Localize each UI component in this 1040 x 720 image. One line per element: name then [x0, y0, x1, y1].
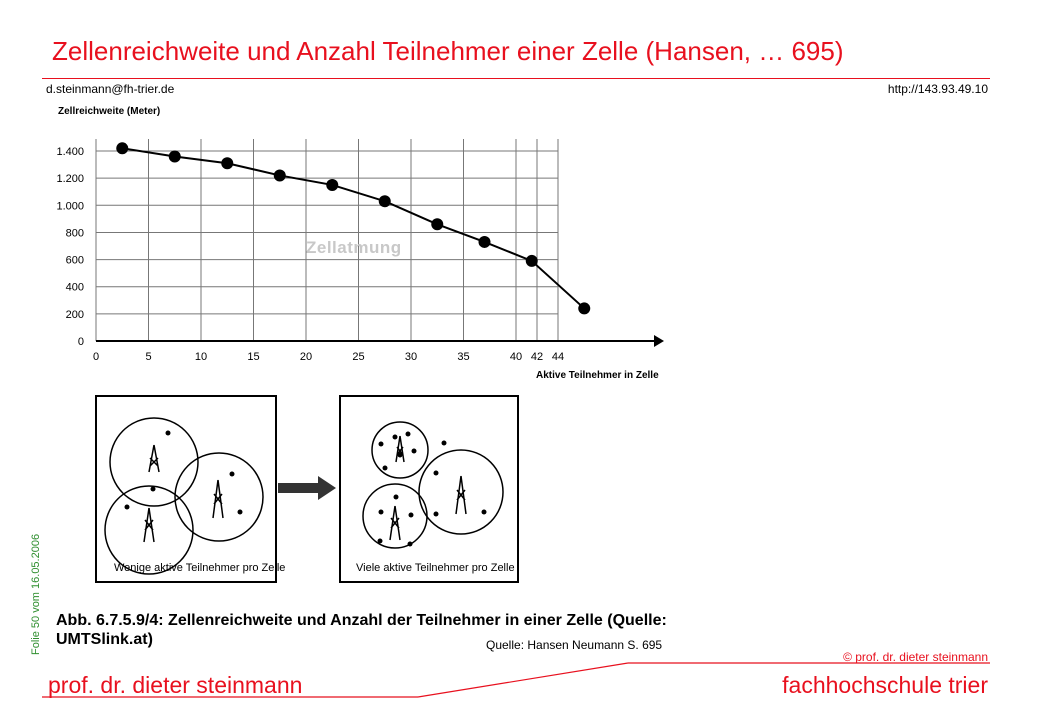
illustration-right: [340, 396, 518, 582]
data-point: [431, 218, 443, 230]
arrow-icon: [278, 476, 336, 500]
y-tick-label: 400: [65, 281, 84, 294]
footer-institution: fachhochschule trier: [782, 672, 988, 698]
copyright: © prof. dr. dieter steinmann: [843, 650, 988, 664]
data-point: [274, 169, 286, 181]
x-tick-label: 25: [352, 351, 365, 363]
chart-annotation: Zellatmung: [306, 238, 402, 257]
x-tick-label: 44: [551, 351, 565, 363]
source-note: Quelle: Hansen Neumann S. 695: [486, 638, 663, 652]
header-url: http://143.93.49.10: [887, 82, 988, 96]
y-tick-label: 200: [65, 308, 84, 321]
x-tick-label: 30: [404, 351, 418, 363]
x-axis-arrow: [654, 335, 664, 347]
data-point: [221, 157, 233, 169]
y-tick-label: 1.000: [56, 200, 84, 213]
chart-axes: [96, 335, 664, 347]
y-axis-label: Zellreichweite (Meter): [58, 106, 161, 117]
y-tick-label: 1.400: [56, 146, 84, 159]
x-tick-label: 5: [145, 351, 152, 363]
left-panel-label: Wenige aktive Teilnehmer pro Zelle: [114, 562, 286, 574]
right-panel-label: Viele aktive Teilnehmer pro Zelle: [356, 562, 515, 574]
series-points: [116, 142, 590, 314]
antenna-icon: [144, 445, 223, 542]
series-line: [122, 148, 584, 308]
y-tick-label: 800: [65, 227, 84, 240]
data-point: [479, 236, 491, 248]
illustration-left: [96, 396, 276, 582]
x-tick-label: 42: [530, 351, 544, 363]
data-point: [169, 150, 181, 162]
x-axis-label: Aktive Teilnehmer in Zelle: [536, 370, 659, 381]
data-point: [526, 255, 538, 267]
x-tick-label: 40: [509, 351, 523, 363]
data-point: [326, 179, 338, 191]
x-tick-label: 35: [457, 351, 470, 363]
user-dots: [378, 432, 487, 547]
x-tick-label: 15: [247, 351, 260, 363]
footer-author: prof. dr. dieter steinmann: [48, 672, 303, 698]
y-tick-label: 1.200: [56, 173, 84, 186]
y-tick-label: 0: [77, 336, 84, 348]
page-title: Zellenreichweite und Anzahl Teilnehmer einer Zelle (Hansen, … 695): [52, 36, 844, 66]
x-tick-label: 20: [299, 351, 313, 363]
data-point: [578, 302, 590, 314]
x-tick-label: 0: [92, 351, 100, 363]
data-point: [379, 195, 391, 207]
slide-number: Folie 50 vom 16.05.2006: [30, 533, 42, 655]
figure-caption: Abb. 6.7.5.9/4: Zellenreichweite und Anzahl der Teilnehmer in einer Zelle (Quelle: UMTSlink.at): [56, 612, 667, 648]
data-point: [116, 142, 128, 154]
x-tick-label: 10: [194, 351, 208, 363]
y-tick-label: 600: [65, 254, 84, 267]
header-email: d.steinmann@fh-trier.de: [46, 82, 175, 96]
